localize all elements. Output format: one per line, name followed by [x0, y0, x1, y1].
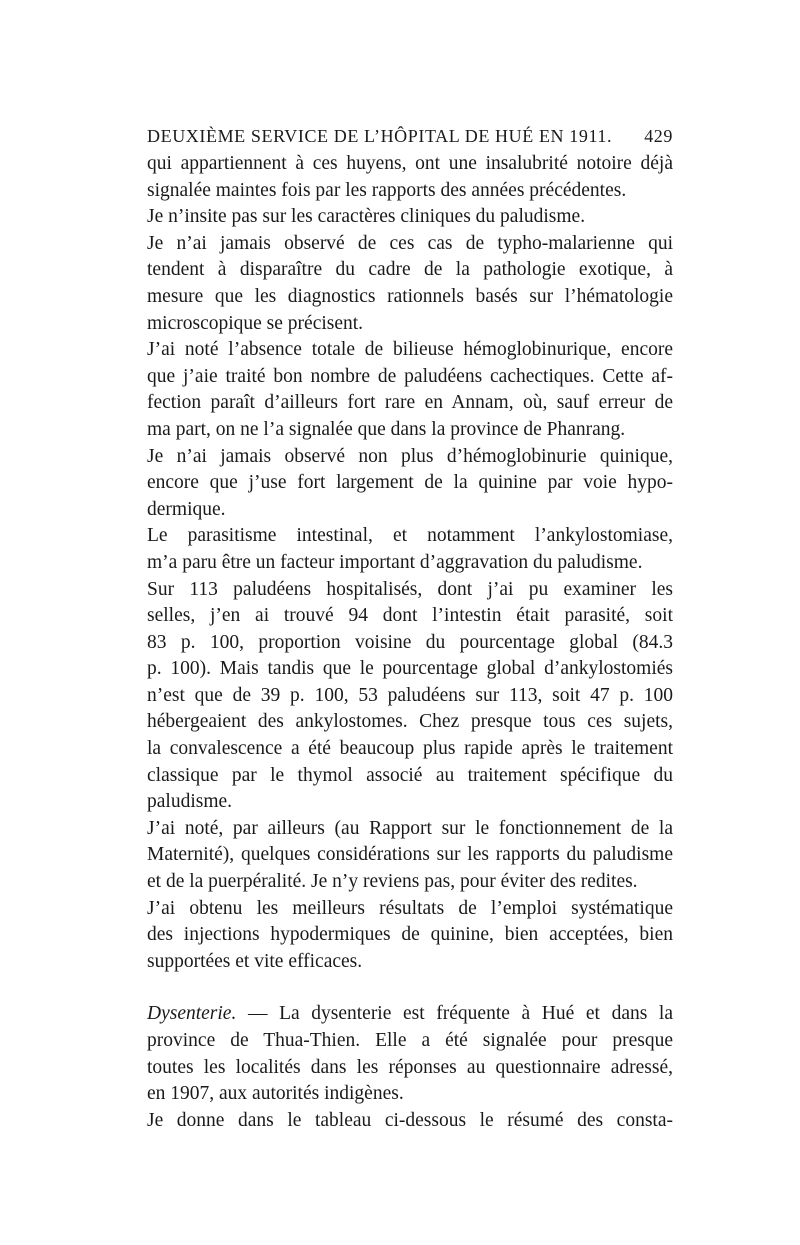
- paragraph-maternite: [147, 816, 673, 896]
- text-line: en 1907, aux autorités indigènes.: [147, 1083, 404, 1105]
- text-line: fection paraît d’ailleurs fort rare en Annam, où, sauf erreur de: [147, 392, 673, 414]
- paragraph-bilieuse: [147, 337, 673, 443]
- text-line: Sur 113 paludéens hospitalisés, dont j’ai pu examiner les: [147, 578, 673, 600]
- text-line: Maternité), quelques considérations sur les rapports du paludisme: [147, 844, 673, 866]
- text-line: mesure que les diagnostics rationnels basés sur l’hématologie: [147, 285, 673, 307]
- text-line: microscopique se précisent.: [147, 312, 364, 334]
- text-line: tendent à disparaître du cadre de la pathologie exotique, à: [147, 259, 673, 281]
- paragraph-clinical: [147, 204, 673, 231]
- text-line: encore que j’use fort largement de la quinine par voie hypo-: [147, 472, 673, 494]
- text-line: selles, j’en ai trouvé 94 dont l’intestin était parasité, soit: [147, 605, 673, 627]
- text-line: n’est que de 39 p. 100, 53 paludéens sur 113, soit 47 p. 100: [147, 684, 673, 706]
- text-line: Je n’insite pas sur les caractères cliniques du paludisme.: [147, 206, 586, 228]
- running-head: [147, 126, 673, 147]
- text-line: et de la puerpéralité. Je n’y reviens pas, pour éviter des redites.: [147, 871, 638, 893]
- paragraph-huyens: [147, 151, 673, 204]
- paragraph-hemoglobinurie: [147, 444, 673, 524]
- text-line: toutes les localités dans les réponses au questionnaire adressé,: [147, 1056, 673, 1078]
- text-line: ma part, on ne l’a signalée que dans la province de Phanrang.: [147, 418, 626, 440]
- text-line: des injections hypodermiques de quinine, bien acceptées, bien: [147, 924, 673, 946]
- text-line: Le parasitisme intestinal, et notamment l’ankylostomiase,: [147, 525, 673, 547]
- dysentery-first-line: — La dysenterie est fréquente à Hué et dans la: [236, 1003, 673, 1025]
- text-line: [147, 1001, 673, 1028]
- text-line: la convalescence a été beaucoup plus rapide après le traitement: [147, 738, 673, 760]
- text-line: que j’aie traité bon nombre de paludéens cachectiques. Cette af-: [147, 365, 673, 387]
- text-line: J’ai obtenu les meilleurs résultats de l’emploi systématique: [147, 897, 673, 919]
- page-number: 429: [644, 126, 673, 146]
- text-line: p. 100). Mais tandis que le pourcentage global d’ankylostomiés: [147, 658, 673, 680]
- text-line: Je donne dans le tableau ci-dessous le résumé des consta-: [147, 1109, 673, 1131]
- text-line: m’a paru être un facteur important d’aggravation du paludisme.: [147, 551, 643, 573]
- paragraph-dysenterie: [147, 1001, 673, 1107]
- paragraph-parasitisme: [147, 523, 673, 576]
- section-gap: [147, 975, 673, 1001]
- text-line: signalée maintes fois par les rapports des années précédentes.: [147, 179, 627, 201]
- running-head-title: DEUXIÈME SERVICE DE L’HÔPITAL DE HUÉ EN 1911.: [147, 126, 613, 146]
- text-line: supportées et vite efficaces.: [147, 950, 363, 972]
- body-text: [147, 151, 673, 1134]
- paragraph-injections: [147, 896, 673, 976]
- text-line: qui appartiennent à ces huyens, ont une insalubrité notoire déjà: [147, 153, 673, 174]
- section-heading-dysenterie: Dysenterie.: [147, 1003, 237, 1025]
- paragraph-statistics: [147, 577, 673, 816]
- text-line: classique par le thymol associé au traitement spécifique du: [147, 764, 673, 786]
- text-line: Je n’ai jamais observé de ces cas de typho-malarienne qui: [147, 232, 673, 254]
- text-line: J’ai noté l’absence totale de bilieuse hémoglobinurique, encore: [147, 339, 673, 361]
- text-line: dermique.: [147, 498, 226, 520]
- text-line: J’ai noté, par ailleurs (au Rapport sur le fonctionnement de la: [147, 817, 673, 839]
- text-line: province de Thua-Thien. Elle a été signalée pour presque: [147, 1030, 673, 1051]
- text-line: 83 p. 100, proportion voisine du pourcentage global (84.3: [147, 631, 673, 653]
- text-line: paludisme.: [147, 791, 233, 813]
- text-line: hébergeaient des ankylostomes. Chez presque tous ces sujets,: [147, 711, 673, 733]
- text-line: Je n’ai jamais observé non plus d’hémoglobinurie quinique,: [147, 445, 673, 467]
- paragraph-typho-malarienne: [147, 231, 673, 337]
- paragraph-tableau: [147, 1108, 673, 1135]
